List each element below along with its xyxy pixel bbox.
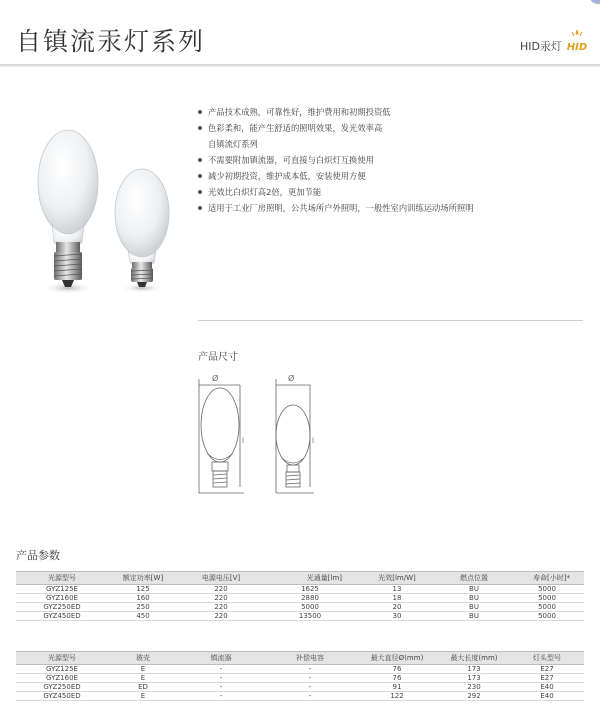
column-header: 镇流器 <box>178 652 264 665</box>
feature-text: 不需要附加镇流器，可直接与白炽灯互换使用 <box>208 155 374 165</box>
table-cell: GYZ160E <box>16 594 108 603</box>
table-cell: 18 <box>356 594 438 603</box>
feature-list <box>198 104 578 216</box>
table-cell: E <box>108 665 178 674</box>
feature-text: 色彩柔和，能产生舒适的照明效果，发光效率高 <box>208 123 383 133</box>
table-cell: 450 <box>108 612 178 621</box>
table-cell: 5000 <box>510 585 584 594</box>
feature-text: 自镇流灯系列 <box>208 139 258 149</box>
dimensions-title: 产品尺寸 <box>198 352 238 363</box>
column-header: 最大直径Ø(mm) <box>356 652 438 665</box>
table-row <box>16 603 584 612</box>
bullet-icon <box>198 190 202 194</box>
table-row <box>16 612 584 621</box>
table-row <box>16 665 584 674</box>
table-cell: - <box>178 692 264 701</box>
column-header: 电源电压[V] <box>178 572 264 585</box>
table-cell: - <box>178 674 264 683</box>
table-cell: BU <box>438 594 510 603</box>
feature-text: 适用于工业厂房照明，公共场所户外照明，一般性室内训练运动场所照明 <box>208 203 474 213</box>
table-cell: E <box>108 674 178 683</box>
feature-text: 减少初期投资，维护成本低，安装使用方便 <box>208 171 366 181</box>
column-header: 灯头型号 <box>510 652 584 665</box>
column-header: 燃点位置 <box>438 572 510 585</box>
corner-decoration <box>590 0 600 4</box>
table-row <box>16 585 584 594</box>
table-cell: 122 <box>356 692 438 701</box>
table-cell: E27 <box>510 665 584 674</box>
column-header: 寿命[小时]* <box>510 572 584 585</box>
bullet-icon <box>198 158 202 162</box>
table-cell: 292 <box>438 692 510 701</box>
column-header: 最大长度(mm) <box>438 652 510 665</box>
diameter-label: Ø <box>212 374 219 383</box>
section-divider <box>198 320 583 321</box>
hid-logo <box>566 28 588 56</box>
feature-item <box>198 200 578 216</box>
column-header: 光通量[lm] <box>264 572 356 585</box>
diameter-label: Ø <box>288 374 295 383</box>
table-cell: 1625 <box>264 585 356 594</box>
table-cell: GYZ125E <box>16 665 108 674</box>
table-cell: 2880 <box>264 594 356 603</box>
feature-text: 产品技术成熟，可靠性好，维护费用和初期投资低 <box>208 107 391 117</box>
table-cell: - <box>178 683 264 692</box>
table-cell: 5000 <box>510 594 584 603</box>
feature-item <box>198 184 578 200</box>
table-cell: E <box>108 692 178 701</box>
column-header: 光效[lm/W] <box>356 572 438 585</box>
table-cell: 76 <box>356 665 438 674</box>
table-cell: 5000 <box>264 603 356 612</box>
table-cell: 230 <box>438 683 510 692</box>
table-cell: GYZ160E <box>16 674 108 683</box>
column-header: 补偿电容 <box>264 652 356 665</box>
table-cell: 220 <box>178 585 264 594</box>
column-header: 光源型号 <box>16 572 108 585</box>
bullet-icon <box>198 126 202 130</box>
table-cell: E40 <box>510 683 584 692</box>
table-row <box>16 674 584 683</box>
table-cell: 220 <box>178 594 264 603</box>
table-cell: 13 <box>356 585 438 594</box>
table-cell: - <box>178 665 264 674</box>
physical-spec-table <box>16 651 584 701</box>
table-cell: - <box>264 683 356 692</box>
bullet-icon <box>198 206 202 210</box>
table-cell: 220 <box>178 612 264 621</box>
table-cell: E27 <box>510 674 584 683</box>
table-header-row <box>16 572 584 585</box>
table-row <box>16 683 584 692</box>
length-label: l <box>312 437 314 445</box>
electrical-spec-table <box>16 571 584 621</box>
table-cell: 13500 <box>264 612 356 621</box>
table-cell: BU <box>438 603 510 612</box>
bullet-icon <box>198 174 202 178</box>
table-cell: GYZ450ED <box>16 692 108 701</box>
table-cell: 20 <box>356 603 438 612</box>
table-cell: - <box>264 692 356 701</box>
column-header: 玻壳 <box>108 652 178 665</box>
table-row <box>16 594 584 603</box>
table-cell: - <box>264 674 356 683</box>
table-cell: E40 <box>510 692 584 701</box>
table-cell: 5000 <box>510 603 584 612</box>
table-cell: 125 <box>108 585 178 594</box>
table-cell: 250 <box>108 603 178 612</box>
table-cell: GYZ450ED <box>16 612 108 621</box>
table-cell: 173 <box>438 665 510 674</box>
feature-item <box>198 152 578 168</box>
header-divider <box>0 64 600 67</box>
table-cell: 76 <box>356 674 438 683</box>
table-cell: 5000 <box>510 612 584 621</box>
table-cell: 173 <box>438 674 510 683</box>
feature-item <box>198 104 578 120</box>
table-cell: BU <box>438 585 510 594</box>
parameters-title: 产品参数 <box>16 549 60 562</box>
feature-subheading <box>198 136 578 152</box>
dimension-drawing <box>190 365 340 500</box>
table-header-row <box>16 652 584 665</box>
table-cell: GYZ250ED <box>16 683 108 692</box>
column-header: 光源型号 <box>16 652 108 665</box>
table-cell: 160 <box>108 594 178 603</box>
feature-item <box>198 168 578 184</box>
table-cell: ED <box>108 683 178 692</box>
lamps-photo <box>30 125 190 300</box>
series-label: HID汞灯 <box>520 40 562 53</box>
table-cell: GYZ250ED <box>16 603 108 612</box>
table-cell: BU <box>438 612 510 621</box>
bullet-icon <box>198 110 202 114</box>
feature-text: 光效比白炽灯高2倍，更加节能 <box>208 187 322 197</box>
page-title: 自镇流汞灯系列 <box>16 27 206 56</box>
table-cell: 220 <box>178 603 264 612</box>
feature-item <box>198 120 578 136</box>
column-header: 额定功率[W] <box>108 572 178 585</box>
table-cell: GYZ125E <box>16 585 108 594</box>
length-label: l <box>242 437 244 445</box>
hid-logo-text: HID <box>566 42 588 53</box>
table-cell: - <box>264 665 356 674</box>
table-cell: 91 <box>356 683 438 692</box>
table-row <box>16 692 584 701</box>
table-cell: 30 <box>356 612 438 621</box>
